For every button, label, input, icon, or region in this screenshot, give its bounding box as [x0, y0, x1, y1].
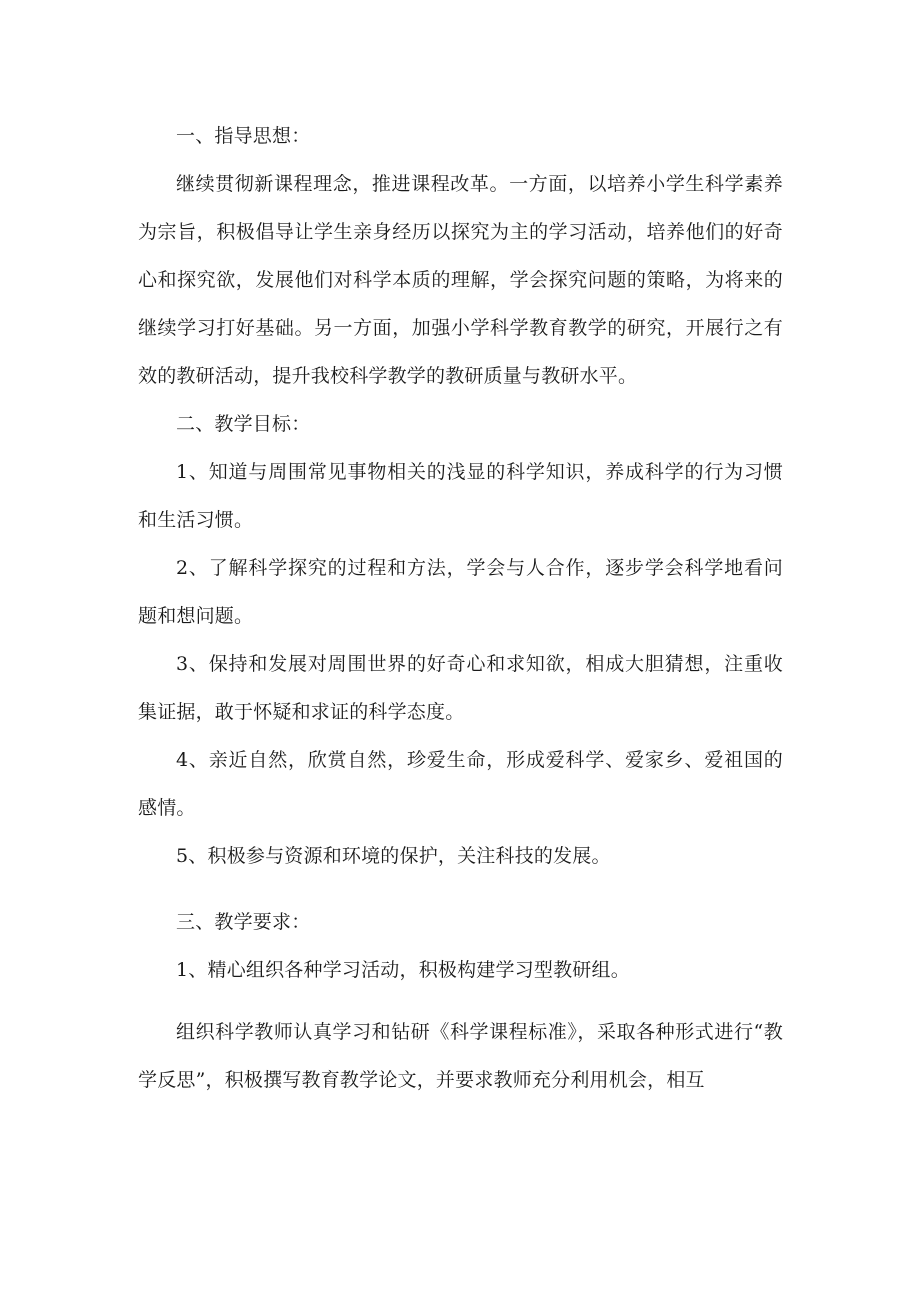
document-page	[138, 112, 783, 1104]
list-item-requirement-1: 1、精心组织各种学习活动，积极构建学习型教研组。	[176, 959, 630, 981]
list-item-goal-2: 2、了解科学探究的过程和方法，学会与人合作，逐步学会科学地看问题和想问题。	[138, 557, 783, 627]
section-heading-teaching-goals: 二、教学目标：	[176, 413, 311, 435]
section-heading-teaching-requirements: 三、教学要求：	[176, 911, 311, 933]
list-item-goal-4: 4、亲近自然，欣赏自然，珍爱生命，形成爱科学、爱家乡、爱祖国的感情。	[138, 749, 783, 819]
section-heading-guiding-thought: 一、指导思想：	[176, 125, 311, 147]
list-item-goal-5: 5、积极参与资源和环境的保护，关注科技的发展。	[176, 845, 611, 867]
paragraph-guiding-thought: 继续贯彻新课程理念，推进课程改革。一方面，以培养小学生科学素养为宗旨，积极倡导让学生亲身经历以探究为主的学习活动，培养他们的好奇心和探究欲，发展他们对科学本质的理解，学会探究问题的策略，为将来的继续学习打好基础。另一方面，加强小学科学教育教学的研究，开展行之有效的教研活动，提升我校科学教学的教研质量与教研水平。	[138, 173, 783, 387]
paragraph-requirement-detail: 组织科学教师认真学习和钻研《科学课程标准》，采取各种形式进行“教学反思”，积极撰写教育教学论文，并要求教师充分利用机会，相互	[138, 1021, 783, 1091]
list-item-goal-1: 1、知道与周围常见事物相关的浅显的科学知识，养成科学的行为习惯和生活习惯。	[138, 461, 783, 531]
list-item-goal-3: 3、保持和发展对周围世界的好奇心和求知欲，相成大胆猜想，注重收集证据，敢于怀疑和求证的科学态度。	[138, 653, 783, 723]
